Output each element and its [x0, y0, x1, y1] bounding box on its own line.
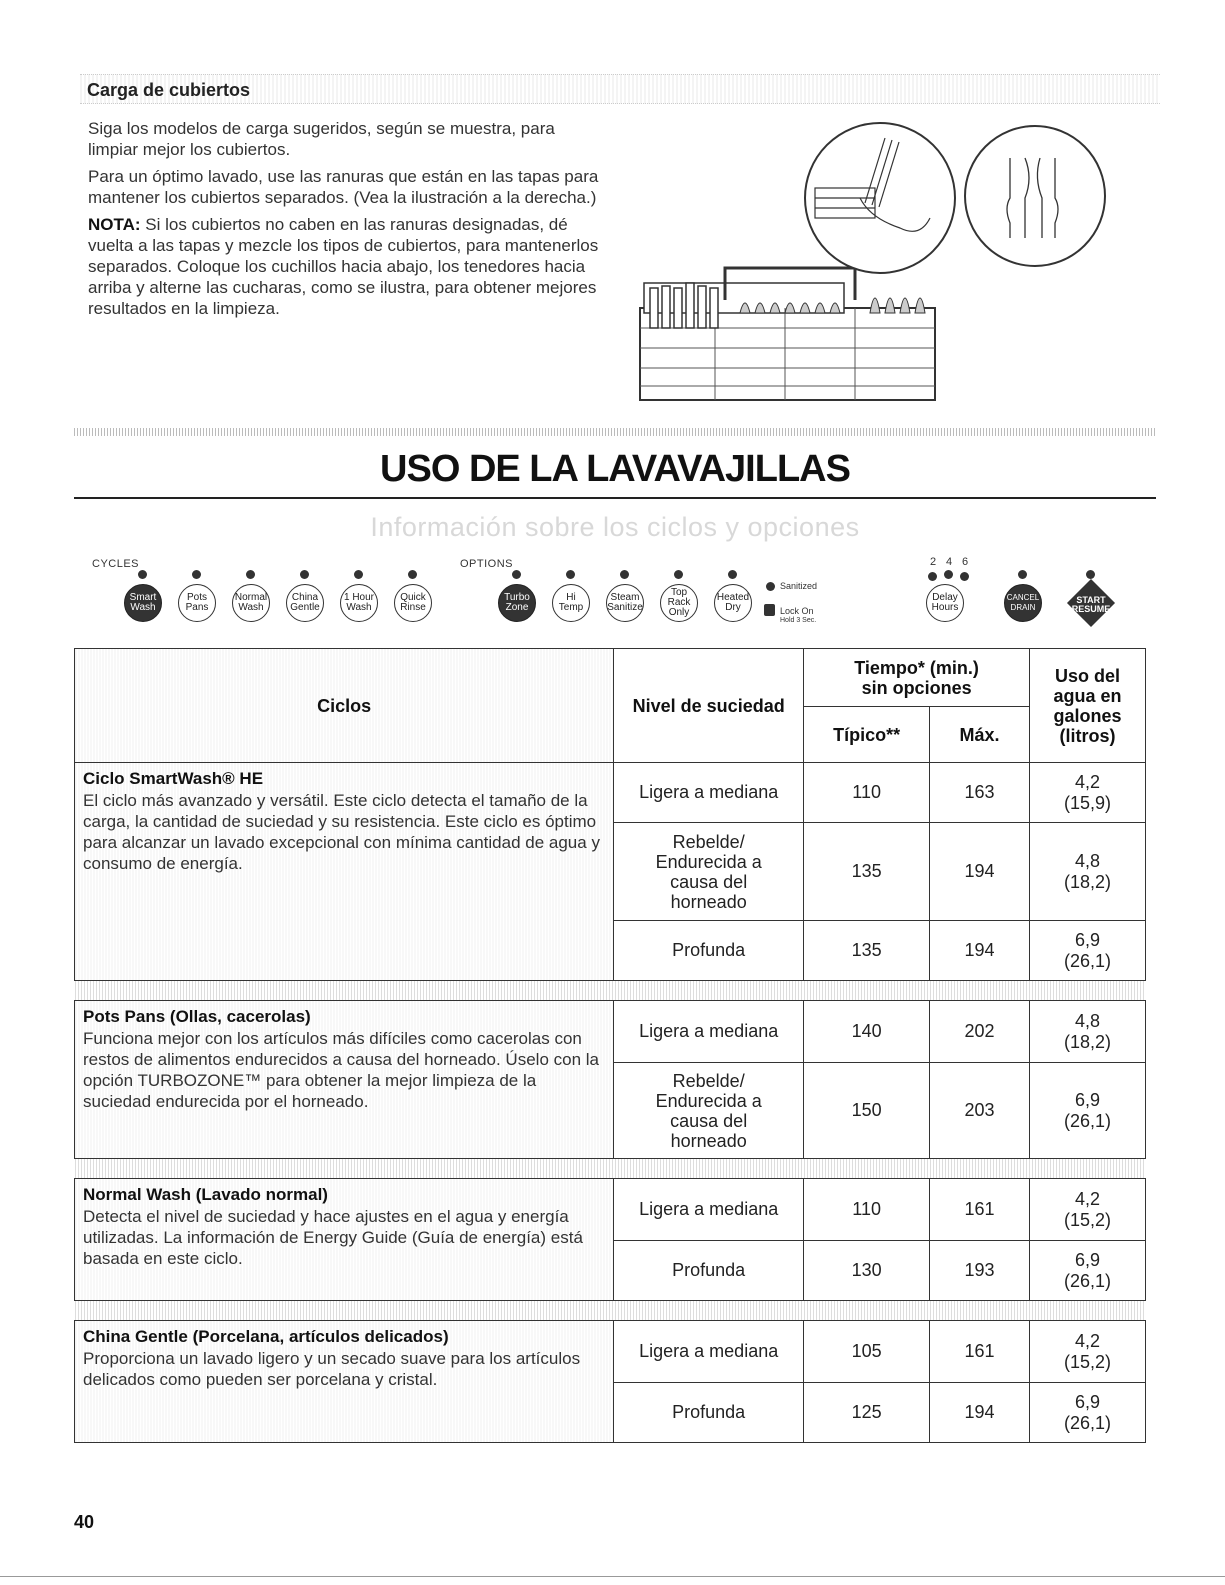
delay-num-2: 2 [930, 556, 937, 568]
soil-cell: Profunda [614, 921, 804, 981]
cycle-button-label: 1 Hour Wash [343, 592, 374, 613]
option-button-label: Hi Temp [558, 592, 584, 613]
cycles-table [74, 648, 1146, 1443]
water-cell: 4,8 (18,2) [1030, 1001, 1146, 1063]
cycle-button-china-gentle[interactable] [286, 584, 324, 622]
bottom-rule [0, 1576, 1225, 1577]
header-typical: Típico** [804, 707, 930, 763]
table-row [75, 763, 1146, 823]
led-heated-dry [728, 570, 737, 579]
sanitized-indicator-label: Sanitized [780, 581, 818, 591]
delay-num-4: 4 [946, 556, 953, 568]
typical-cell: 110 [804, 1179, 930, 1241]
header-soil-level: Nivel de suciedad [614, 649, 804, 763]
delay-button-label: Delay Hours [931, 592, 959, 613]
cycle-name: Normal Wash (Lavado normal) [83, 1185, 328, 1204]
typical-cell: 135 [804, 921, 930, 981]
option-button-label: Turbo Zone [504, 592, 530, 613]
led-china-gentle [300, 570, 309, 579]
hold-label: Hold 3 Sec. [780, 617, 817, 624]
led-delay-2 [928, 572, 937, 581]
led-1-hour-wash [354, 570, 363, 579]
cutlery-intro [88, 118, 608, 325]
header-max: Máx. [930, 707, 1030, 763]
led-quick-rinse [408, 570, 417, 579]
cycle-button-pots-pans[interactable] [178, 584, 216, 622]
water-cell: 4,2 (15,2) [1030, 1321, 1146, 1383]
led-sanitized [766, 582, 775, 591]
cycle-desc-text: Funciona mejor con los artículos más difíciles como cacerolas con restos de alimentos endurecidos a causa del horneado. Úselo con la opción TURBOZONE™ para obtener la mejor limpieza de la suciedad endurecida por el horneado. [83, 1029, 599, 1111]
cycle-button-label: Quick Rinse [400, 592, 426, 613]
soil-cell: Ligera a mediana [614, 763, 804, 823]
lock-on-label: Lock On [780, 606, 814, 616]
option-button-heated-dry[interactable] [714, 584, 752, 622]
led-turbo-zone [512, 570, 521, 579]
max-cell: 202 [930, 1001, 1030, 1063]
options-label: OPTIONS [460, 558, 514, 570]
cycle-button-quick-rinse[interactable] [394, 584, 432, 622]
header-time: Tiempo* (min.) sin opciones [804, 649, 1030, 707]
cycle-button-label: Smart Wash [129, 592, 157, 613]
cycles-label: CYCLES [92, 558, 140, 570]
water-cell: 6,9 (26,1) [1030, 1063, 1146, 1159]
typical-cell: 140 [804, 1001, 930, 1063]
led-top-rack-only [674, 570, 683, 579]
table-row [75, 1179, 1146, 1241]
led-pots-pans [192, 570, 201, 579]
soil-cell: Profunda [614, 1383, 804, 1443]
cycle-button-label: Normal Wash [234, 592, 268, 613]
page-title: USO DE LA LAVAVAJILLAS [380, 448, 850, 490]
soil-cell: Rebelde/ Endurecida a causa del horneado [614, 1063, 804, 1159]
water-cell: 4,2 (15,2) [1030, 1179, 1146, 1241]
delay-num-6: 6 [962, 556, 969, 568]
cycle-button-label: China Gentle [290, 592, 320, 613]
option-button-label: Steam Sanitize [607, 592, 643, 613]
option-button-top-rack-only[interactable] [660, 584, 698, 622]
option-button-steam-sanitize[interactable] [606, 584, 644, 622]
option-button-hi-temp[interactable] [552, 584, 590, 622]
led-normal-wash [246, 570, 255, 579]
led-smart-wash [138, 570, 147, 579]
lock-icon [764, 604, 775, 616]
soil-cell: Rebelde/ Endurecida a causa del horneado [614, 823, 804, 921]
cycle-name: Pots Pans (Ollas, cacerolas) [83, 1007, 311, 1026]
delay-hours-button[interactable] [926, 584, 964, 622]
max-cell: 194 [930, 1383, 1030, 1443]
note-label: NOTA: [88, 215, 141, 234]
header-cycles: Ciclos [75, 649, 614, 763]
note-text: Si los cubiertos no caben en las ranuras designadas, dé vuelta a las tapas y mezcle los tipos de cubiertos, para mantenerlos separados. Coloque los cuchillos hacia abajo, los tenedores hacia arriba y alterne las cucharas, como se ilustra, para obtener mejores resultados en la limpieza. [88, 215, 599, 318]
cycle-name: China Gentle (Porcelana, artículos delicados) [83, 1327, 449, 1346]
group-divider [75, 1301, 1146, 1321]
max-cell: 194 [930, 823, 1030, 921]
cycle-desc-text: El ciclo más avanzado y versátil. Este ciclo detecta el tamaño de la carga, la cantidad de suciedad y su resistencia. Este ciclo es óptimo para alcanzar un lavado excepcional con mínima cantidad de agua y consumo de energía. [83, 791, 600, 873]
cycle-description-china-gentle [75, 1321, 614, 1443]
option-button-label: Top Rack Only [667, 587, 691, 618]
cutlery-paragraph-1: Siga los modelos de carga sugeridos, según se muestra, para limpiar mejor los cubiertos. [88, 119, 555, 159]
group-divider [75, 981, 1146, 1001]
table-row [75, 1321, 1146, 1383]
led-hi-temp [566, 570, 575, 579]
water-cell: 4,8 (18,2) [1030, 823, 1146, 921]
max-cell: 194 [930, 921, 1030, 981]
led-delay-4 [944, 570, 953, 579]
max-cell: 203 [930, 1063, 1030, 1159]
typical-cell: 125 [804, 1383, 930, 1443]
soil-cell: Ligera a mediana [614, 1179, 804, 1241]
silverware-basket-illustration [630, 118, 1110, 408]
cycle-name: Ciclo SmartWash® HE [83, 769, 264, 788]
max-cell: 161 [930, 1179, 1030, 1241]
water-cell: 6,9 (26,1) [1030, 1241, 1146, 1301]
page-number: 40 [74, 1512, 95, 1532]
max-cell: 193 [930, 1241, 1030, 1301]
water-cell: 4,2 (15,9) [1030, 763, 1146, 823]
cycle-button-label: Pots Pans [185, 592, 209, 613]
typical-cell: 110 [804, 763, 930, 823]
cycle-description-smartwash [75, 763, 614, 981]
cutlery-paragraph-2: Para un óptimo lavado, use las ranuras que están en las tapas para mantener los cubiertos separados. (Vea la ilustración a la derecha.) [88, 167, 599, 207]
cutlery-heading: Carga de cubiertos [87, 80, 251, 100]
group-divider [75, 1159, 1146, 1179]
soil-cell: Profunda [614, 1241, 804, 1301]
led-cancel [1018, 570, 1027, 579]
max-cell: 161 [930, 1321, 1030, 1383]
table-header-row [75, 649, 1146, 707]
typical-cell: 135 [804, 823, 930, 921]
cycle-button-1-hour-wash[interactable] [340, 584, 378, 622]
cancel-button-label: CANCEL DRAIN [1006, 593, 1040, 612]
dotted-divider [74, 428, 1156, 436]
typical-cell: 105 [804, 1321, 930, 1383]
led-delay-6 [960, 572, 969, 581]
option-button-turbo-zone[interactable] [498, 584, 536, 622]
cycle-desc-text: Proporciona un lavado ligero y un secado suave para los artículos delicados como pueden ser porcelana y cristal. [83, 1349, 581, 1389]
water-cell: 6,9 (26,1) [1030, 921, 1146, 981]
soil-cell: Ligera a mediana [614, 1001, 804, 1063]
cycle-desc-text: Detecta el nivel de suciedad y hace ajustes en el agua y energía utilizadas. La información de Energy Guide (Guía de energía) está basada en este ciclo. [83, 1207, 583, 1268]
cycle-description-pots-pans [75, 1001, 614, 1159]
table-row [75, 1001, 1146, 1063]
cycle-description-normal-wash [75, 1179, 614, 1301]
cycle-button-smart-wash[interactable] [124, 584, 162, 622]
water-cell: 6,9 (26,1) [1030, 1383, 1146, 1443]
section-header-cutlery [80, 74, 1160, 104]
page-subtitle: Información sobre los ciclos y opciones [370, 512, 860, 542]
led-steam-sanitize [620, 570, 629, 579]
soil-cell: Ligera a mediana [614, 1321, 804, 1383]
max-cell: 163 [930, 763, 1030, 823]
option-button-label: Heated Dry [716, 592, 750, 613]
typical-cell: 130 [804, 1241, 930, 1301]
cycle-button-normal-wash[interactable] [232, 584, 270, 622]
header-water: Uso del agua en galones (litros) [1030, 649, 1146, 763]
cutlery-note [88, 214, 608, 319]
typical-cell: 150 [804, 1063, 930, 1159]
title-rule [74, 497, 1156, 499]
start-button-label: START RESUME [1071, 595, 1111, 614]
cancel-drain-button[interactable] [1004, 584, 1042, 622]
